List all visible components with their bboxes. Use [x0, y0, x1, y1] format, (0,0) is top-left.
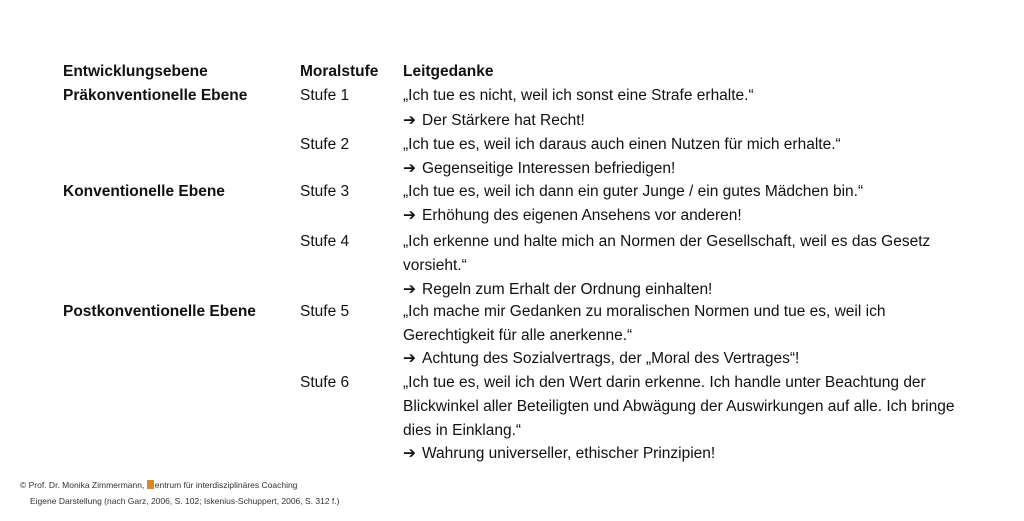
stage-quote: „Ich tue es nicht, weil ich sonst eine Strafe erhalte.“ [403, 87, 754, 104]
stage-quote: „Ich tue es, weil ich dann ein guter Junge / ein gutes Mädchen bin.“ [403, 183, 864, 200]
header-stage: Moralstufe [300, 63, 379, 80]
footer-copyright [20, 480, 297, 490]
arrow-right-icon: ➔ [403, 207, 416, 224]
arrow-right-icon: ➔ [403, 445, 416, 462]
stage-result: Regeln zum Erhalt der Ordnung einhalten! [422, 281, 713, 298]
stage-label: Stufe 2 [300, 136, 350, 153]
header-guiding-thought: Leitgedanke [403, 63, 494, 80]
stage-quote: „Ich tue es, weil ich daraus auch einen Nutzen für mich erhalte.“ [403, 136, 841, 153]
arrow-right-icon: ➔ [403, 112, 416, 129]
arrow-right-icon: ➔ [403, 281, 416, 298]
stage-result: Wahrung universeller, ethischer Prinzipien! [422, 445, 716, 462]
stage-quote: „Ich mache mir Gedanken zu moralischen Normen und tue es, weil ich Gerechtigkeit für alle anerkenne.“ [403, 303, 886, 344]
stage-result: Erhöhung des eigenen Ansehens vor anderen! [422, 207, 742, 224]
stage-result: Gegenseitige Interessen befriedigen! [422, 160, 676, 177]
stage-label: Stufe 5 [300, 303, 350, 320]
level-preconventional: Präkonventionelle Ebene [63, 87, 248, 104]
organization-text: entrum für interdisziplinäres Coaching [154, 480, 298, 490]
arrow-right-icon: ➔ [403, 160, 416, 177]
stage-label: Stufe 3 [300, 183, 350, 200]
arrow-right-icon: ➔ [403, 350, 416, 367]
stage-label: Stufe 4 [300, 233, 350, 250]
stage-label: Stufe 1 [300, 87, 350, 104]
stage-quote: „Ich tue es, weil ich den Wert darin erkenne. Ich handle unter Beachtung der Blickwinkel aller Beteiligten und Abwägung der Auswirkungen auf alle. Ich bringe dies in Einklang.“ [403, 374, 955, 439]
copyright-text: © Prof. Dr. Monika Zimmermann, [20, 480, 145, 490]
level-conventional: Konventionelle Ebene [63, 183, 225, 200]
stage-quote: „Ich erkenne und halte mich an Normen der Gesellschaft, weil es das Gesetz vorsieht.“ [403, 233, 931, 274]
z-logo-icon [147, 480, 154, 489]
stage-result: Achtung des Sozialvertrags, der „Moral des Vertrages“! [422, 350, 800, 367]
stage-label: Stufe 6 [300, 374, 350, 391]
header-level: Entwicklungsebene [63, 63, 208, 80]
stage-result: Der Stärkere hat Recht! [422, 112, 585, 129]
footer-source: Eigene Darstellung (nach Garz, 2006, S. 102; Iskenius-Schuppert, 2006, S. 312 f.) [30, 496, 340, 506]
level-postconventional: Postkonventionelle Ebene [63, 303, 256, 320]
